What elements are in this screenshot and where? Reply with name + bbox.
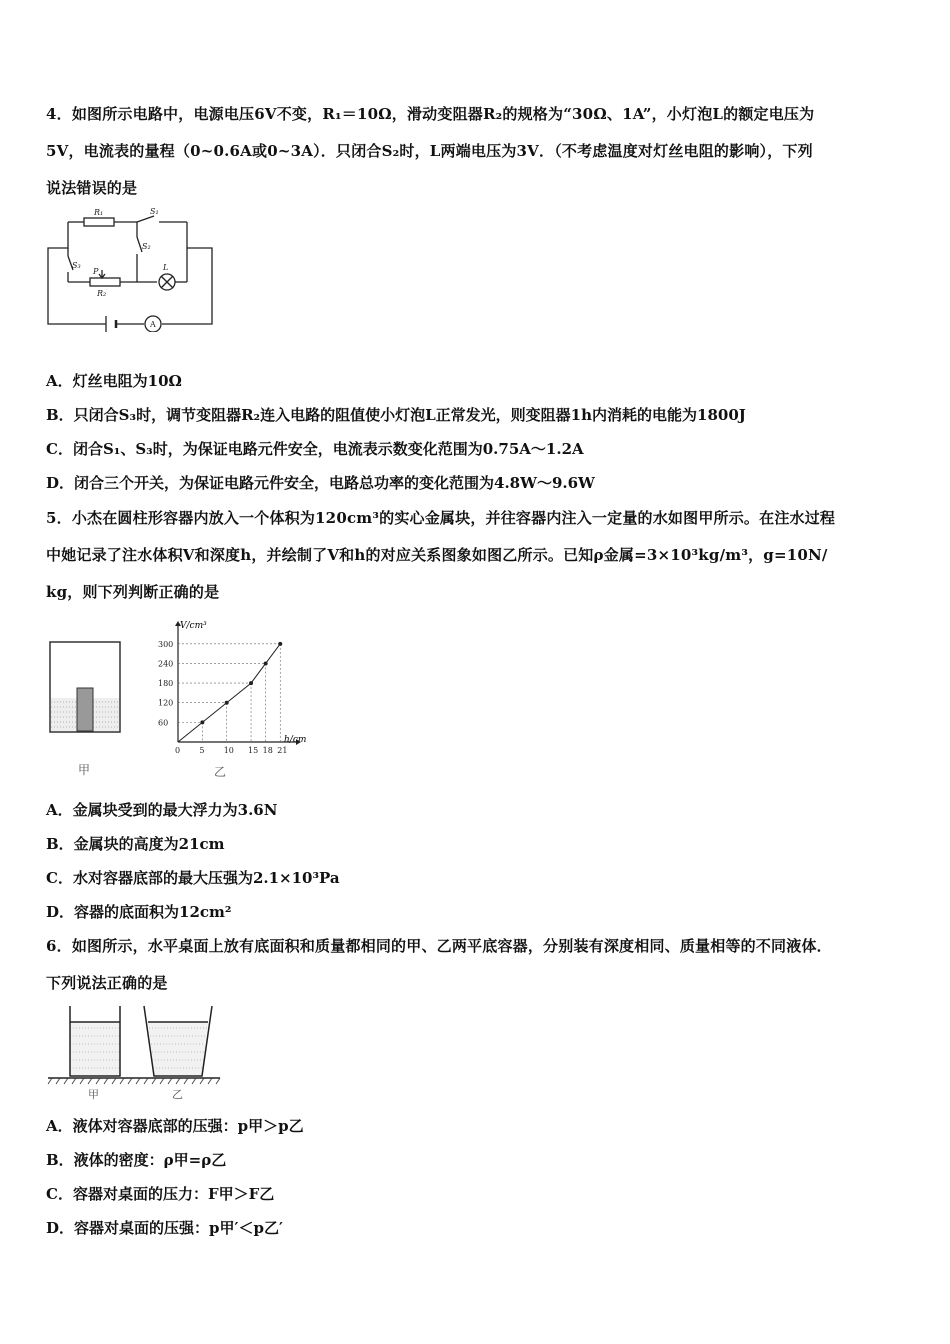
chart-y-axis-label: V/cm³ [180,621,207,631]
s1-switch [137,216,154,222]
label-s2: S₂ [142,242,151,251]
label-lamp: L [163,263,169,272]
chart-x-axis-label: h/cm [284,735,307,745]
q5-fig-container [44,636,128,782]
q4-circuit-diagram [42,204,222,332]
label-r2: R₂ [97,289,107,298]
chart-series-line [178,644,280,742]
chart-x-tick-label: 5 [199,746,205,755]
q6-option-c[interactable]: C．容器对桌面的压力：F甲＞F乙 [46,1185,275,1203]
q4-stem-line1: 4．如图所示电路中，电源电压6V不变，R₁＝10Ω，滑动变阻器R₂的规格为“30Ω、1A”，小灯泡L的额定电压为 [46,105,815,123]
q5-label-yi: 乙 [214,765,227,779]
chart-point [278,642,282,646]
label-ammeter: A [150,320,156,329]
q4-option-c[interactable]: C．闭合S₁、S₃时，为保证电路元件安全，电流表示数变化范围为0.75A～1.2A [46,440,584,458]
q5-stem-line2: 中她记录了注水体积V和深度h，并绘制了V和h的对应关系图象如图乙所示。已知ρ金属=3×10³kg/m³，g=10N/ [46,546,828,564]
q6-containers-figure [44,1000,224,1104]
chart-point [225,701,229,705]
label-r1: R₁ [94,208,104,217]
chart-point [249,681,253,685]
chart-y-tick-label: 300 [158,639,174,649]
q5-stem-line1: 5．小杰在圆柱形容器内放入一个体积为120cm³的实心金属块，并往容器内注入一定量的水如图甲所示。在注水过程 [46,509,836,527]
q6-stem-line1: 6．如图所示，水平桌面上放有底面积和质量都相同的甲、乙两平底容器，分别装有深度相同、质量相等的不同液体． [46,937,832,955]
q4-option-d[interactable]: D．闭合三个开关，为保证电路元件安全，电路总功率的变化范围为4.8W～9.6W [46,474,595,492]
label-s3: S₃ [72,261,81,270]
q5-option-d[interactable]: D．容器的底面积为12cm² [46,903,232,921]
q4-stem-line3: 说法错误的是 [46,179,138,197]
chart-point [264,661,268,665]
chart-x-tick-label: 18 [262,746,273,755]
label-s1: S₁ [150,207,159,216]
chart-point [200,720,204,724]
q6-label-jia: 甲 [88,1088,99,1101]
q5-label-jia: 甲 [78,763,91,777]
chart-x-tick-label: 21 [277,746,288,755]
chart-y-tick-label: 60 [158,718,169,728]
q5-vh-chart [150,616,310,784]
q4-option-b[interactable]: B．只闭合S₃时，调节变阻器R₂连入电路的阻值使小灯泡L正常发光，则变阻器1h内消耗的电能为1800J [46,406,746,424]
chart-y-tick-label: 120 [158,698,174,708]
metal-block [77,688,93,731]
chart-x-tick-label: 15 [248,746,259,755]
r2-rheostat [90,278,120,286]
q6-label-yi: 乙 [172,1088,183,1101]
q6-stem-line2: 下列说法正确的是 [46,974,168,992]
chart-y-tick-label: 240 [158,659,174,669]
q6-option-a[interactable]: A．液体对容器底部的压强：p甲＞p乙 [46,1117,304,1135]
q5-option-c[interactable]: C．水对容器底部的最大压强为2.1×10³Pa [46,869,340,887]
chart-x-tick-label: 0 [175,746,181,755]
q6-option-d[interactable]: D．容器对桌面的压强：p甲′＜p乙′ [46,1219,283,1237]
q4-stem-line2: 5V，电流表的量程（0~0.6A或0~3A）．只闭合S₂时，L两端电压为3V．（不考虑温度对灯丝电阻的影响），下列 [46,142,813,160]
q5-option-a[interactable]: A．金属块受到的最大浮力为3.6N [46,801,278,819]
q4-option-a[interactable]: A．灯丝电阻为10Ω [46,372,182,390]
q5-option-b[interactable]: B．金属块的高度为21cm [46,835,225,853]
r1-resistor [84,218,114,226]
q6-option-b[interactable]: B．液体的密度：ρ甲=ρ乙 [46,1151,227,1169]
q5-stem-line3: kg，则下列判断正确的是 [46,583,220,601]
label-p: P [93,267,99,276]
chart-x-tick-label: 10 [223,746,234,755]
chart-y-tick-label: 180 [158,679,174,689]
